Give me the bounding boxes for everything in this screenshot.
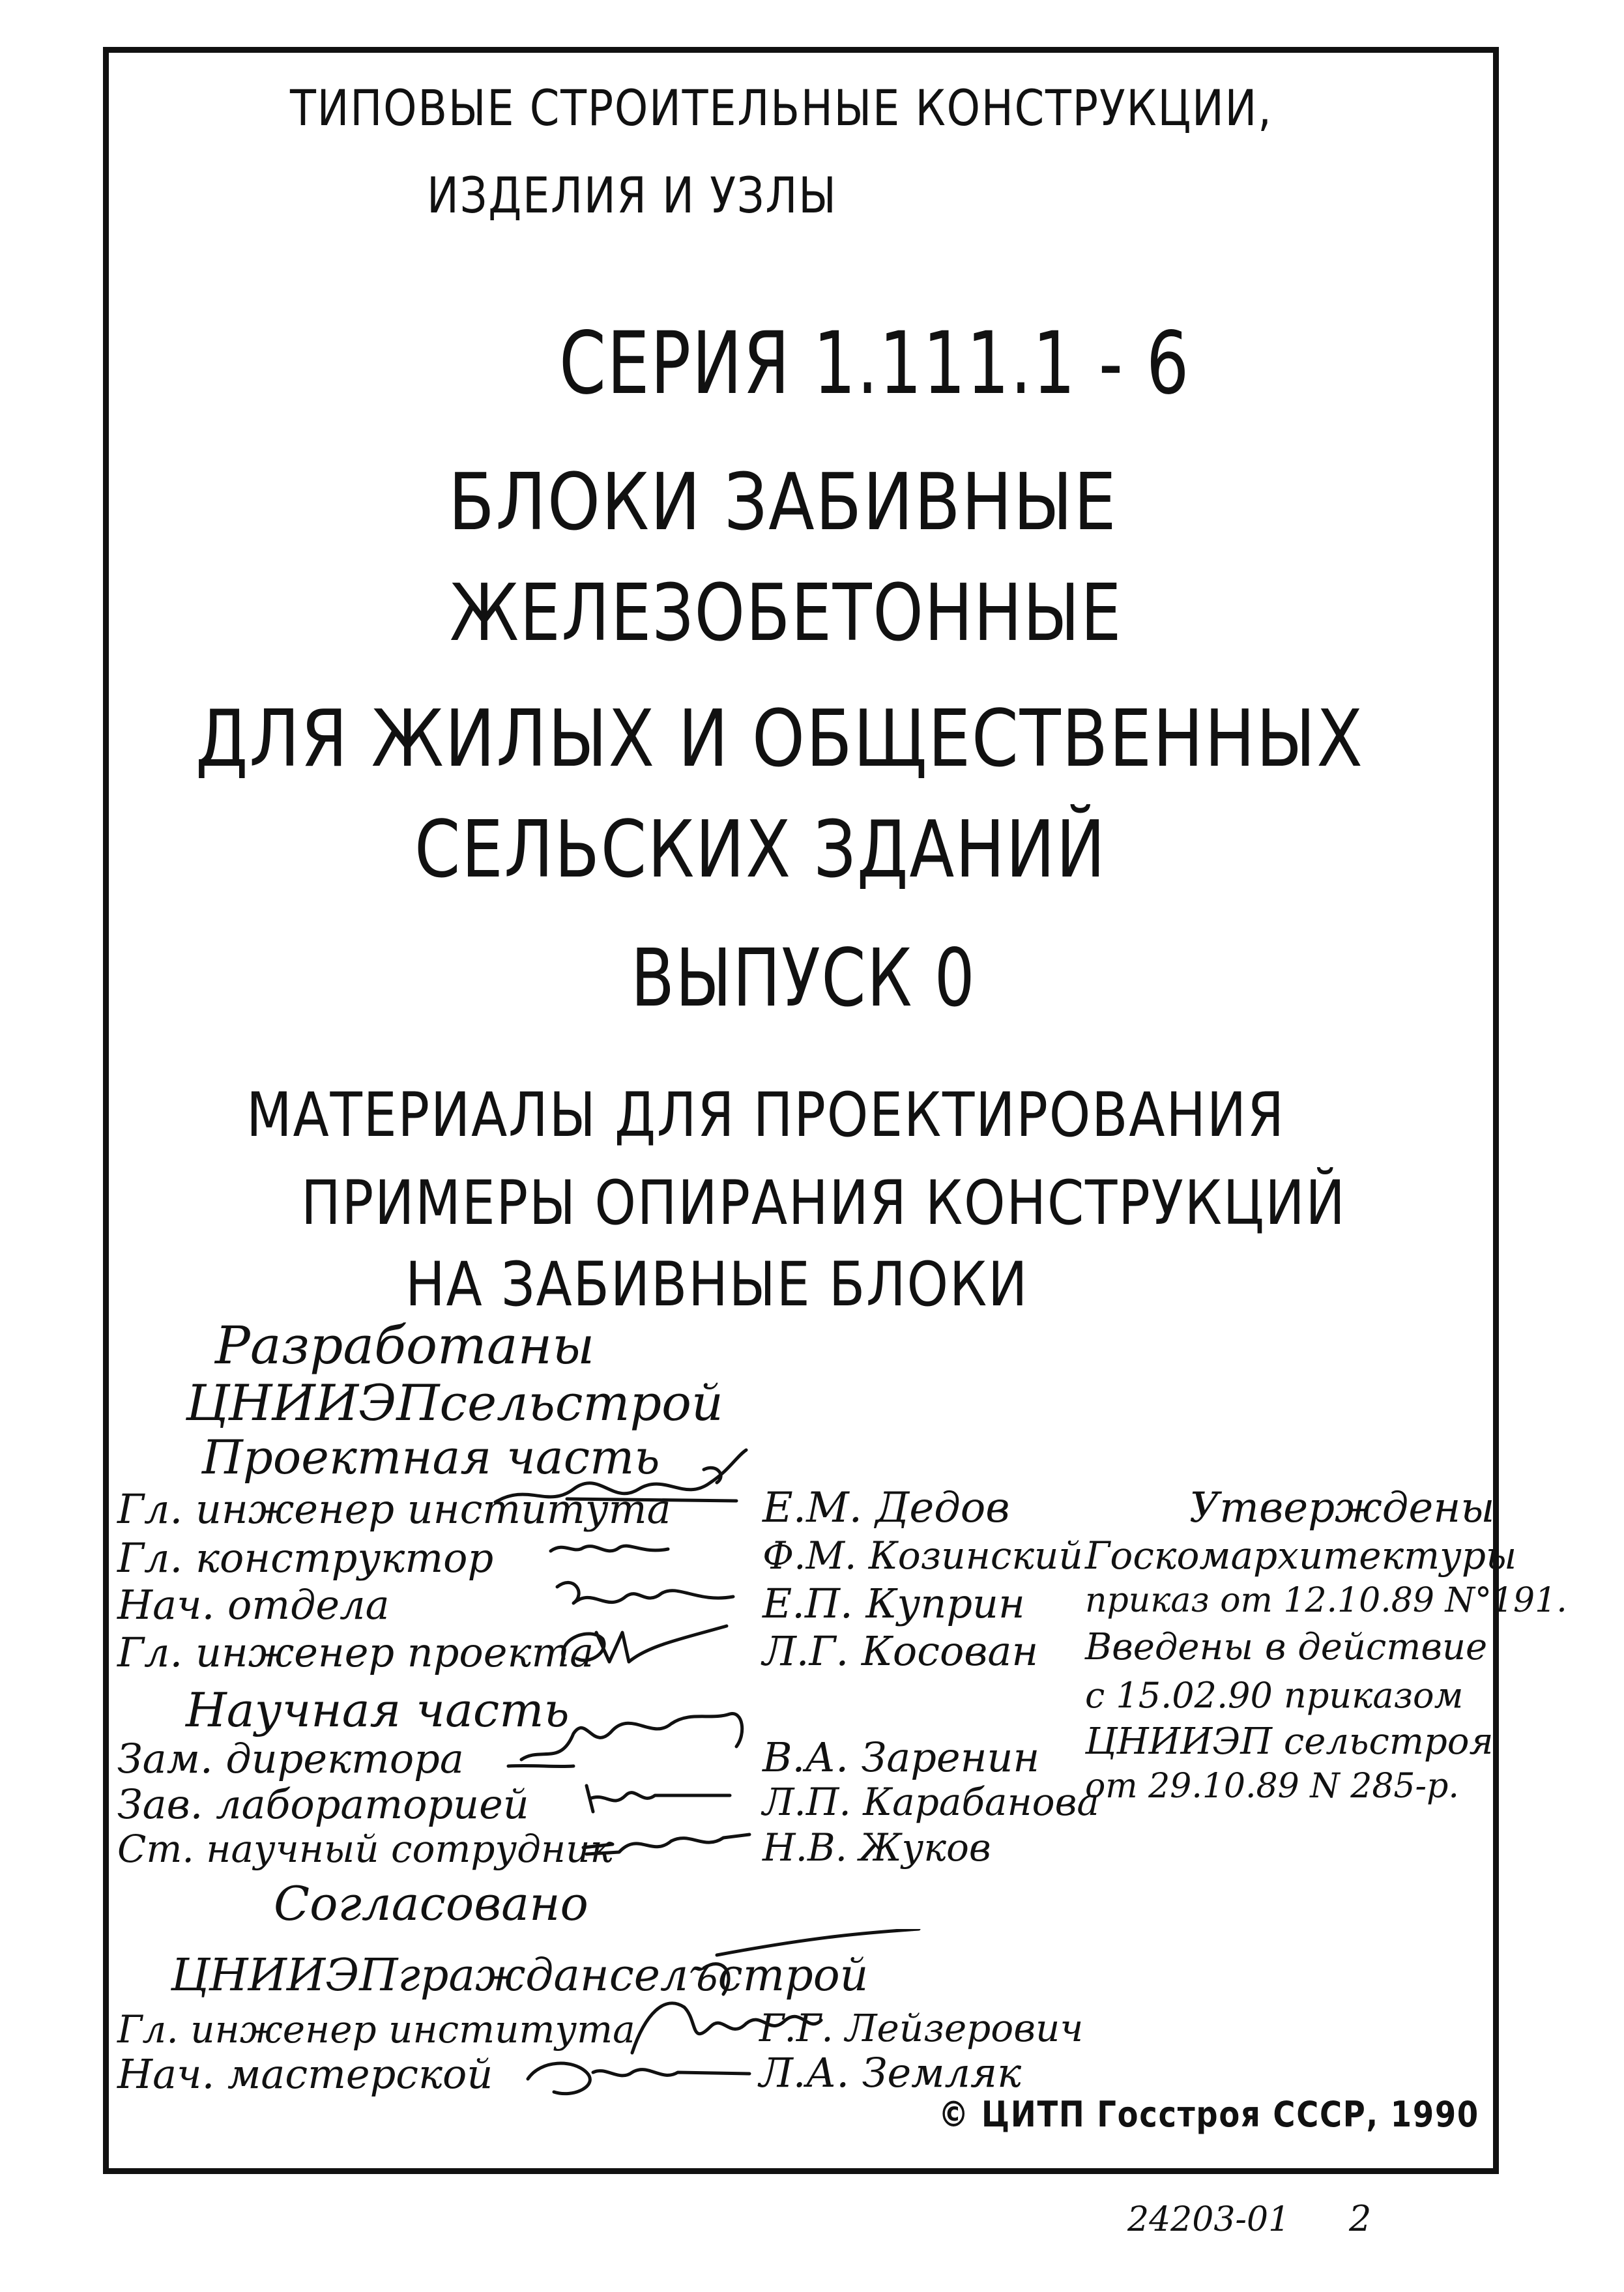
science-name-3: Н.В. Жуков — [762, 1825, 991, 1870]
signature-dedov — [489, 1443, 769, 1522]
document-number: 24203-01 — [1127, 2200, 1290, 2239]
signature-kozinsky — [544, 1528, 674, 1567]
header-line-1: ТИПОВЫЕ СТРОИТЕЛЬНЫЕ КОНСТРУКЦИИ, — [290, 79, 1273, 137]
design-name-1: Е.М. Дедов — [762, 1484, 1010, 1532]
title-line-3: ДЛЯ ЖИЛЫХ И ОБЩЕСТВЕННЫХ — [196, 694, 1364, 785]
approved-line-3: приказ от 12.10.89 N°191. — [1085, 1581, 1567, 1620]
subtitle-line-1: МАТЕРИАЛЫ ДЛЯ ПРОЕКТИРОВАНИЯ — [246, 1080, 1285, 1151]
agreed-name-1: Г.Г. Лейзерович — [759, 2006, 1084, 2050]
signature-kosovan — [551, 1613, 740, 1678]
design-role-2: Гл. конструктор — [117, 1534, 494, 1582]
series-number: СЕРИЯ 1.111.1 - 6 — [559, 313, 1190, 414]
approved-line-5: с 15.02.90 приказом — [1085, 1675, 1464, 1716]
approved-line-2: Госкомархитектуры — [1085, 1533, 1517, 1578]
title-line-1: БЛОКИ ЗАБИВНЫЕ — [448, 457, 1118, 548]
subtitle-line-3: НА ЗАБИВНЫЕ БЛОКИ — [405, 1249, 1029, 1320]
approved-line-7: от 29.10.89 N 285-р. — [1085, 1767, 1459, 1806]
approved-line-6: ЦНИИЭП сельстроя — [1085, 1720, 1494, 1763]
agreed-org: ЦНИИЭПгражданселъстрой — [171, 1950, 869, 2001]
agreed-role-2: Нач. мастерской — [117, 2050, 493, 2098]
title-line-4: СЕЛЬСКИХ ЗДАНИЙ — [414, 805, 1107, 895]
signature-zhukov — [573, 1818, 762, 1864]
science-name-2: Л.П. Карабанова — [762, 1780, 1099, 1824]
design-role-3: Нач. отдела — [117, 1581, 390, 1629]
issue-number: ВЫПУСК 0 — [631, 932, 976, 1024]
science-part-heading: Научная часть — [186, 1683, 570, 1737]
signature-karabanova — [573, 1766, 736, 1825]
title-line-2: ЖЕЛЕЗОБЕТОННЫЕ — [450, 568, 1123, 659]
science-name-1: В.А. Заренин — [762, 1734, 1040, 1781]
design-name-2: Ф.М. Козинский — [762, 1533, 1083, 1578]
agreed-role-1: Гл. инженер института — [117, 2007, 635, 2052]
signature-zemlyak — [521, 2046, 756, 2105]
agreed-heading: Согласовано — [274, 1876, 588, 1931]
copyright-note: © ЦИТП Госстроя СССР, 1990 — [938, 2094, 1479, 2135]
developer-org: ЦНИИЭПсельстрой — [186, 1374, 723, 1432]
science-role-3: Ст. научный сотрудник — [117, 1827, 613, 1871]
design-role-4: Гл. инженер проекта — [117, 1629, 594, 1676]
approved-line-1: Утверждены — [1189, 1484, 1495, 1532]
science-role-1: Зам. директора — [117, 1735, 464, 1782]
design-name-3: Е.П. Куприн — [762, 1580, 1025, 1627]
subtitle-line-2: ПРИМЕРЫ ОПИРАНИЯ КОНСТРУКЦИЙ — [301, 1168, 1346, 1239]
approved-line-4: Введены в действие — [1085, 1626, 1488, 1668]
page-number: 2 — [1349, 2198, 1372, 2239]
design-name-4: Л.Г. Косован — [762, 1627, 1039, 1675]
header-line-2: ИЗДЕЛИЯ И УЗЛЫ — [427, 166, 837, 224]
agreed-name-2: Л.А. Земляк — [759, 2049, 1022, 2096]
design-part-heading: Проектная часть — [202, 1430, 660, 1485]
design-role-1: Гл. инженер института — [117, 1485, 671, 1533]
science-role-2: Зав. лабораторией — [117, 1780, 529, 1828]
developers-heading: Разработаны — [215, 1315, 595, 1376]
